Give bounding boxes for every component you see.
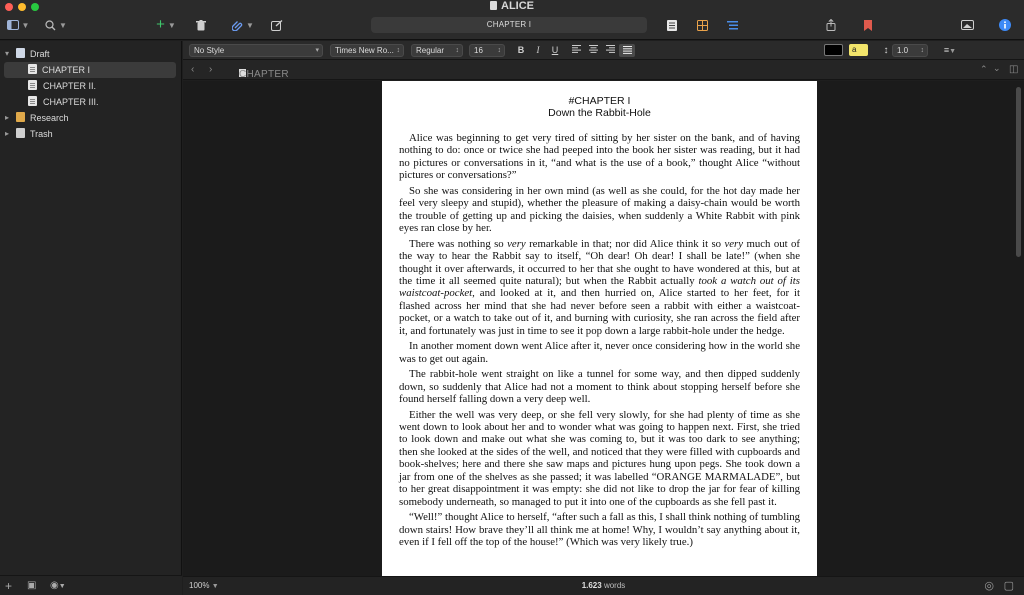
previous-document-icon[interactable]: ⌃ xyxy=(980,64,988,74)
binder-item-chapter-2[interactable]: CHAPTER II. xyxy=(0,78,182,94)
align-center-icon xyxy=(589,45,598,53)
bookmarks-button[interactable] xyxy=(862,15,874,35)
new-folder-button[interactable]: ▣ xyxy=(27,580,37,591)
project-icon xyxy=(490,1,497,10)
binder-footer xyxy=(0,575,182,595)
disclosure-open-icon[interactable]: ▾ xyxy=(5,49,10,58)
paragraph: Either the well was very deep, or she fell very slowly, for she had plenty of time as she went down to look about her and to wonder what was going to happen next. First, she tried to look down and make out what she was coming to, but it was too dark to see anything; then she looked at the sides of the well, and noticed that they were filled with cupboards and book-shelves; here and there she saw maps and pictures hung upon pegs. She took down a jar from one of the shelves as she passed; it was labelled “ORANGE MARMALADE”, but to her great disappointment it was empty: she did not like to drop the jar for fear of killing somebody underneath, so managed to put it into one of the cupboards as she fell past it. xyxy=(399,408,800,508)
document-page[interactable] xyxy=(382,81,817,576)
document-view-icon xyxy=(667,20,677,31)
align-right-icon xyxy=(606,45,615,53)
outline-view-button[interactable] xyxy=(725,15,739,35)
binder-item-draft[interactable]: ▾ Draft xyxy=(0,46,182,62)
document-subheading: Down the Rabbit-Hole xyxy=(548,107,651,119)
underline-button[interactable]: U xyxy=(551,45,559,55)
paragraph-style-select[interactable]: No Style ▾ xyxy=(189,44,323,57)
add-document-button[interactable]: + xyxy=(5,579,13,593)
document-icon xyxy=(28,80,37,90)
updown-icon: ↕ xyxy=(497,47,501,54)
binder-item-chapter-3[interactable]: CHAPTER III. xyxy=(0,94,182,110)
composition-icon xyxy=(961,20,974,30)
binder-tree xyxy=(0,46,182,142)
format-bar xyxy=(183,41,1024,60)
sidebar-icon xyxy=(7,20,19,30)
info-icon xyxy=(999,19,1011,31)
composition-mode-button[interactable] xyxy=(959,15,975,35)
link-button[interactable] xyxy=(229,15,257,35)
next-document-icon[interactable]: ⌄ xyxy=(993,63,1001,73)
share-button[interactable] xyxy=(824,15,838,35)
disclosure-closed-icon[interactable]: ▸ xyxy=(5,113,10,122)
font-weight-select[interactable]: Regular ↕ xyxy=(411,44,463,57)
align-left-icon xyxy=(572,45,581,53)
quick-search-button[interactable] xyxy=(42,15,70,35)
paperclip-icon xyxy=(232,20,243,31)
comments-icon[interactable]: ▢ xyxy=(1003,580,1014,592)
updown-icon: ↕ xyxy=(920,47,924,54)
document-icon xyxy=(28,64,37,74)
title-bar xyxy=(0,0,1024,40)
view-layout-button[interactable] xyxy=(5,15,31,35)
align-right-button[interactable] xyxy=(604,44,616,57)
text-color-button[interactable] xyxy=(824,44,843,56)
edit-button[interactable] xyxy=(269,15,285,35)
corkboard-view-button[interactable] xyxy=(695,15,709,35)
align-justify-icon xyxy=(623,46,632,54)
font-size-select[interactable]: 16 ↕ xyxy=(469,44,505,57)
chevron-down-icon: ▼ xyxy=(21,20,30,30)
search-icon xyxy=(45,20,56,31)
target-icon[interactable]: ◎ xyxy=(984,580,994,592)
back-arrow-icon[interactable]: ‹ xyxy=(191,64,195,75)
document-heading: #CHAPTER I xyxy=(568,95,631,107)
binder-item-trash[interactable]: ▸ Trash xyxy=(0,126,182,142)
paragraph: In another moment down went Alice after it, never once considering how in the world she was to get out again. xyxy=(399,340,800,365)
disclosure-closed-icon[interactable]: ▸ xyxy=(5,129,10,138)
line-spacing-select[interactable]: 1.0 ↕ xyxy=(892,44,928,57)
paragraph: Alice was beginning to get very tired of sitting by her sister on the bank, and of having nothing to do: once or twice she had peeped into the book her sister was reading, but it had no pictures or conversations in it, “and what is the use of a book,” thought Alice “without pictures or conversations?” xyxy=(399,132,800,182)
corkboard-icon xyxy=(697,20,708,31)
zoom-select[interactable]: 100% ▼ xyxy=(189,581,219,590)
plus-icon: + xyxy=(156,16,165,33)
align-center-button[interactable] xyxy=(587,44,599,57)
font-family-select[interactable]: Times New Ro... ↕ xyxy=(330,44,404,57)
document-icon xyxy=(28,96,37,106)
chevron-down-icon: ▼ xyxy=(59,20,67,30)
chevron-down-icon: ▼ xyxy=(246,20,254,30)
inspector-button[interactable] xyxy=(998,15,1012,35)
paragraph: The rabbit-hole went straight on like a tunnel for some way, and then dipped suddenly down, so suddenly that Alice had not a moment to think about stopping herself before she found herself falling down a very deep well. xyxy=(399,368,800,406)
delete-button[interactable] xyxy=(194,15,208,35)
status-bar xyxy=(183,576,1024,595)
settings-menu-button[interactable]: ◉ ▼ xyxy=(50,580,66,591)
align-justify-button[interactable] xyxy=(619,44,635,57)
bold-button[interactable]: B xyxy=(517,45,525,55)
binder-item-research[interactable]: ▸ Research xyxy=(0,110,182,126)
editor-area xyxy=(183,81,1024,576)
paragraph: There was nothing so very remarkable in that; nor did Alice think it so very much out of the way to hear the Rabbit say to itself, “Oh dear! Oh dear! I shall be late!” (when she thought it over afterwards, it occurred to her that she ought to have wondered at this, but at the time it all seemed quite natural); but when the Rabbit actually took a watch out of its waistcoat-pocket, and looked at it, and then hurried on, Alice started to her feet, for it flashed across her mind that she had never before seen a rabbit with either a waistcoat-pocket, or a watch to take out of it, and burning with curiosity, she ran across the field after it, and fortunately was just in time to see it pop down a large rabbit-hole under the hedge. xyxy=(399,237,801,337)
editor-view-button[interactable] xyxy=(665,15,679,35)
split-view-icon[interactable]: ◫ xyxy=(1009,64,1019,75)
paragraph: So she was considering in her own mind (as well as she could, for the hot day made her feel very sleepy and stupid), whether the pleasure of making a daisy-chain would be worth the trouble of getting up and picking the daisies, when suddenly a White Rabbit with pink eyes ran close by her. xyxy=(399,184,800,235)
research-folder-icon xyxy=(16,112,25,122)
bookmark-icon xyxy=(864,20,872,31)
align-left-button[interactable] xyxy=(570,44,582,57)
italic-button[interactable]: I xyxy=(536,45,540,55)
binder-item-chapter-1[interactable]: CHAPTER I xyxy=(4,62,176,78)
line-spacing-icon: ↕ xyxy=(883,45,889,56)
document-title-field[interactable]: CHAPTER I xyxy=(371,17,647,33)
editor-header-bar: ‹ › CHAPTER ⌃ ⌄ ◫ xyxy=(183,60,1024,80)
chevron-down-icon: ▼ xyxy=(167,20,176,30)
trash-icon xyxy=(16,128,25,138)
forward-arrow-icon[interactable]: › xyxy=(209,64,213,75)
highlight-color-button[interactable]: a xyxy=(849,44,868,56)
paragraph: “Well!” thought Alice to herself, “after such a fall as this, I shall think nothing of tumbling down stairs! How brave they’ll all think me at home! Why, I wouldn’t say anything about it, even if I fell off the top of the house!” (Which was very likely true.) xyxy=(399,511,800,549)
compose-icon xyxy=(271,20,283,31)
trash-icon xyxy=(196,20,206,31)
vertical-scrollbar[interactable] xyxy=(1016,87,1021,257)
add-item-button[interactable] xyxy=(152,15,180,35)
list-style-button[interactable]: ≡▼ xyxy=(943,45,957,55)
share-icon xyxy=(826,19,836,31)
updown-icon: ↕ xyxy=(396,47,400,54)
chevron-down-icon: ▾ xyxy=(315,47,319,54)
updown-icon: ↕ xyxy=(455,47,459,54)
window-title: ALICE xyxy=(0,0,1024,12)
draft-folder-icon xyxy=(16,48,25,58)
word-count: 1.623 words xyxy=(581,581,626,590)
chevron-down-icon: ▼ xyxy=(211,583,219,590)
binder-sidebar xyxy=(0,41,182,595)
outline-icon xyxy=(727,20,738,31)
